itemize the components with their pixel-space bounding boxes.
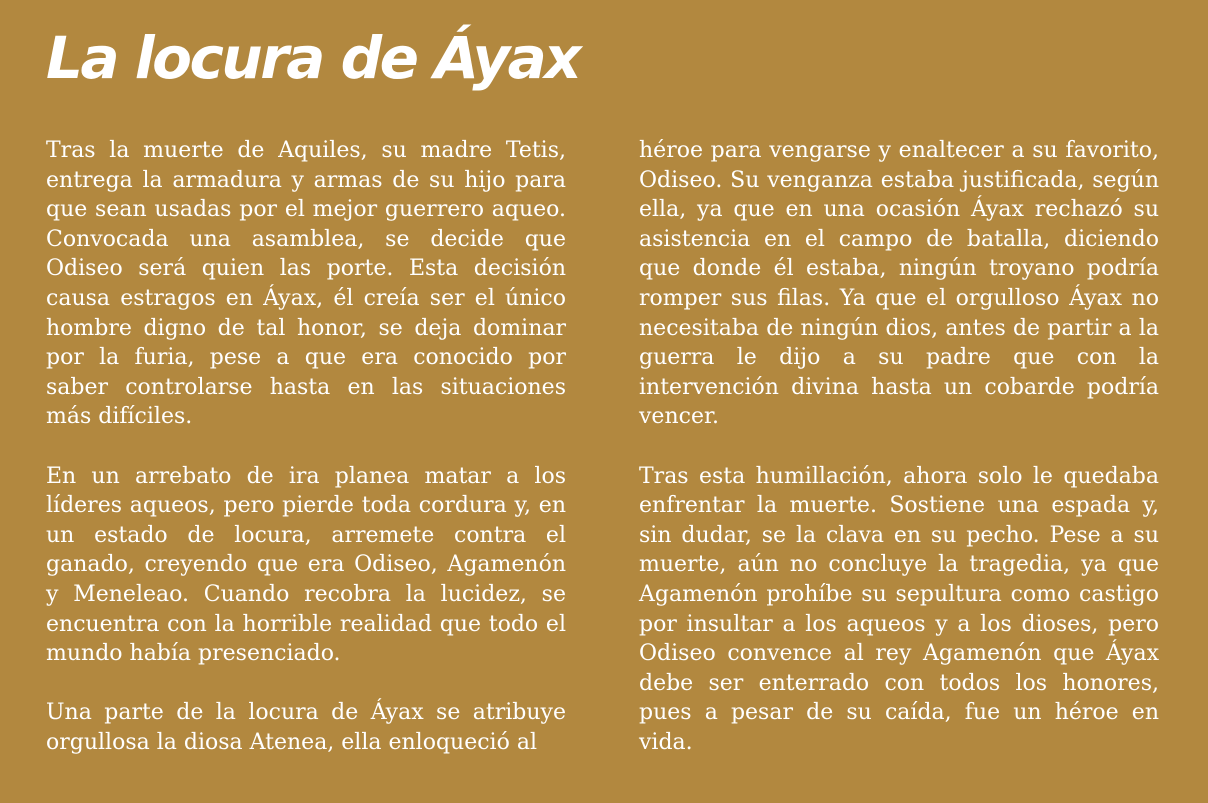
right-column	[639, 136, 1159, 757]
paragraph-humillacion: Tras esta humillación, ahora solo le quedaba enfrentar la muerte. Sostiene una espada y, sin dudar, se la clava en su pecho. Pese a su muerte, aún no concluye la tragedia, ya que Agamenón prohíbe su sepultura como castigo por insultar a los aqueos y a los dioses, pero Odiseo convence al rey Agamenón que Áyax debe ser enterrado con todos los honores, pues a pesar de su caída, fue un héroe en vida.	[639, 463, 1159, 755]
paragraph-atenea-start: Una parte de la locura de Áyax se atribuye orgullosa la diosa Atenea, ella enloqueció al	[46, 700, 566, 755]
page-title: La locura de Áyax	[46, 24, 580, 92]
paragraph-atenea-continued: héroe para vengarse y enaltecer a su favorito, Odiseo. Su venganza estaba justificada, según ella, ya que en una ocasión Áyax rechazó su asistencia en el campo de batalla, diciendo que donde él estaba, ningún troyano podría romper sus filas. Ya que el orgulloso Áyax no necesitaba de ningún dios, antes de partir a la guerra le dijo a su padre que con la intervención divina hasta un cobarde podría vencer.	[639, 138, 1159, 430]
paragraph-muerte-aquiles: Tras la muerte de Aquiles, su madre Tetis, entrega la armadura y armas de su hijo para que sean usadas por el mejor guerrero aqueo. Convocada una asamblea, se decide que Odiseo será quien las porte. Esta decisión causa estragos en Áyax, él creía ser el único hombre digno de tal honor, se deja dominar por la furia, pese a que era conocido por saber controlarse hasta en las situaciones más difíciles.	[46, 138, 566, 430]
left-column	[46, 136, 566, 757]
paragraph-arrebato-ira: En un arrebato de ira planea matar a los líderes aqueos, pero pierde toda cordura y, en un estado de locura, arremete contra el ganado, creyendo que era Odiseo, Agamenón y Meneleao. Cuando recobra la lucidez, se encuentra con la horrible realidad que todo el mundo había presenciado.	[46, 463, 566, 667]
